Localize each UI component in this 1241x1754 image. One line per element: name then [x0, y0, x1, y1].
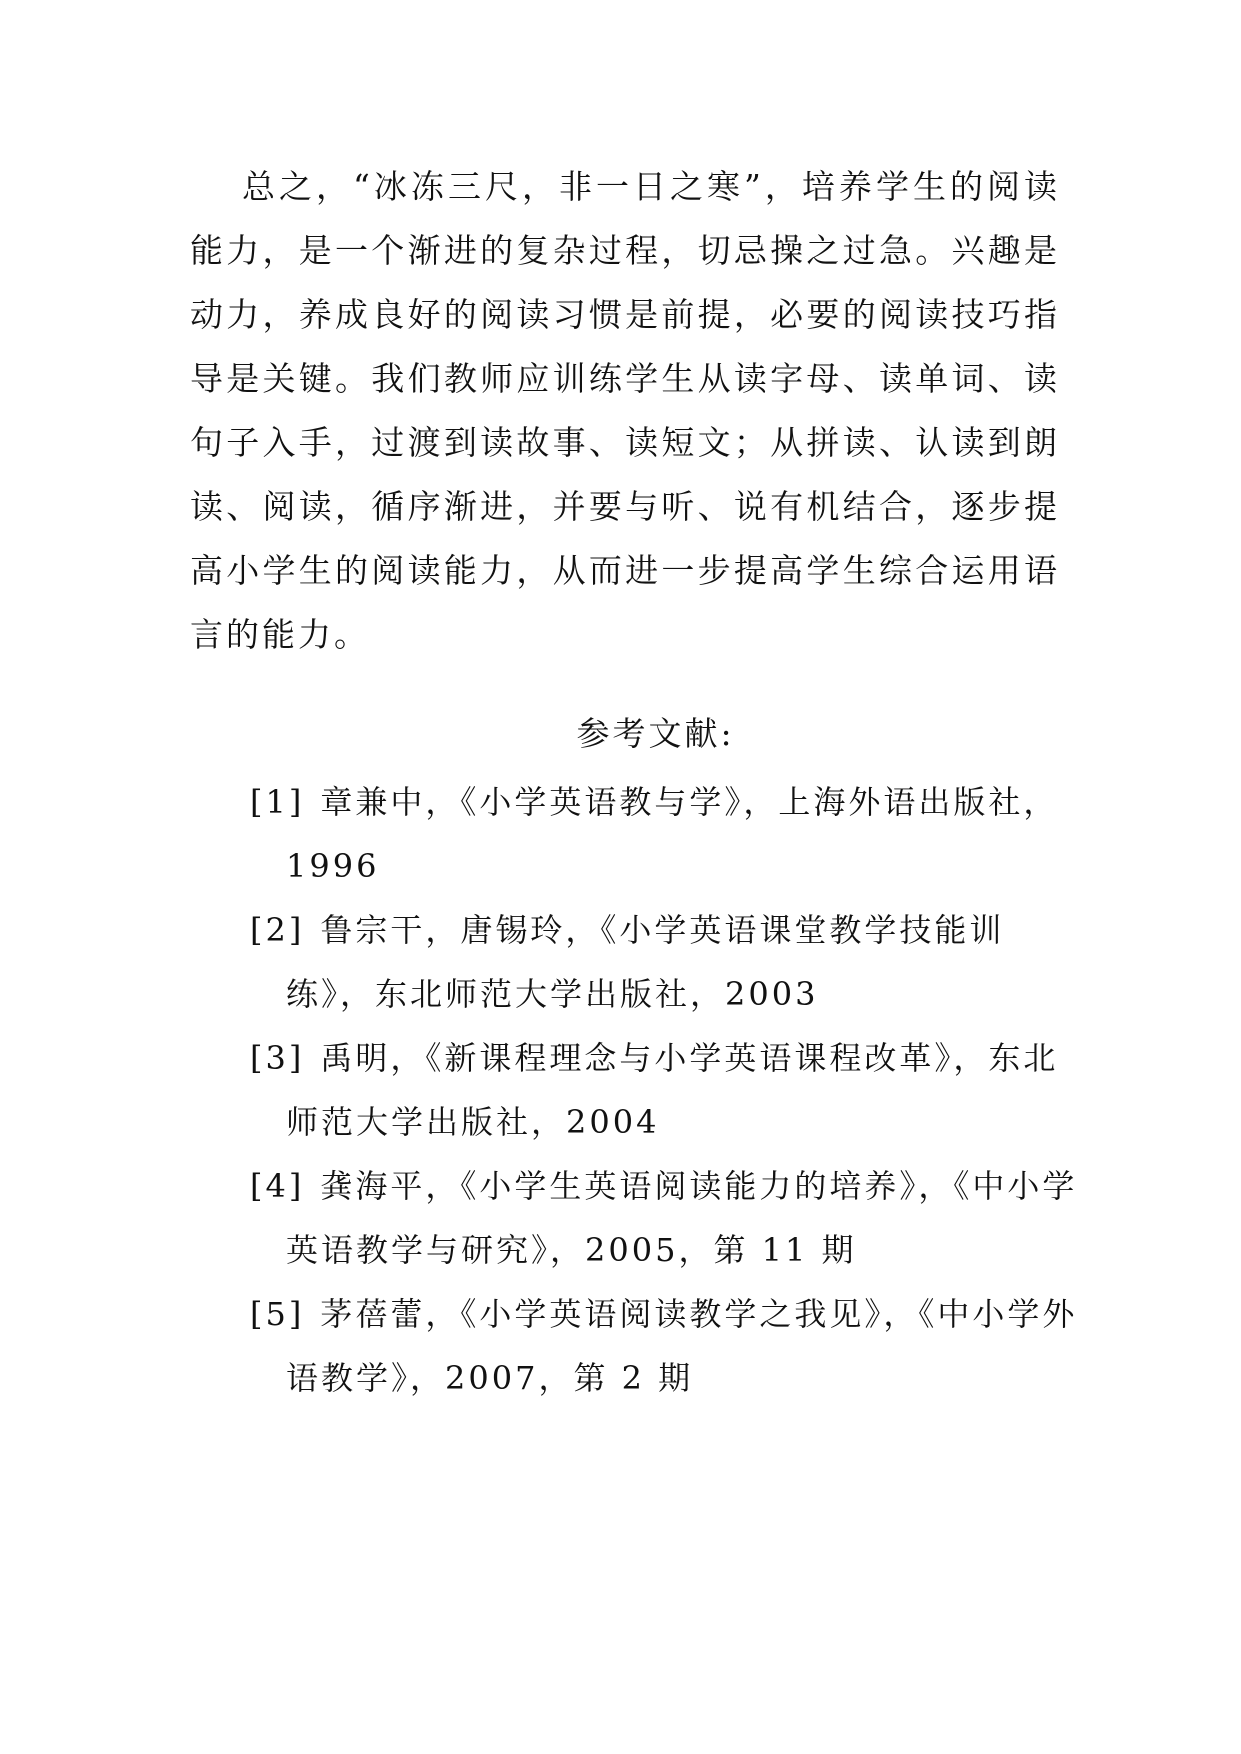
reference-number: [4]: [250, 1167, 305, 1205]
reference-item-3: [250, 1026, 1090, 1154]
reference-text: 禹明，《新课程理念与小学英语课程改革》，东北师范大学出版社，2004: [286, 1039, 1059, 1141]
reference-text: 龚海平，《小学生英语阅读能力的培养》，《中小学英语教学与研究》，2005，第 11 期: [286, 1167, 1078, 1269]
reference-item-4: [250, 1154, 1090, 1282]
reference-item-1: [250, 770, 1090, 898]
reference-text: 鲁宗干，唐锡玲，《小学英语课堂教学技能训练》，东北师范大学出版社，2003: [286, 911, 1005, 1013]
reference-item-2: [250, 898, 1090, 1026]
reference-item-5: [250, 1282, 1090, 1410]
reference-list: [250, 770, 1090, 1410]
references-heading: 参考文献:: [576, 714, 735, 753]
reference-number: [2]: [250, 911, 305, 949]
conclusion-paragraph: 总之，“冰冻三尺，非一日之寒”，培养学生的阅读能力，是一个渐进的复杂过程，切忌操之过急。兴趣是动力，养成良好的阅读习惯是前提，必要的阅读技巧指导是关键。我们教师应训练学生从读字母、读单词、读句子入手，过渡到读故事、读短文；从拼读、认读到朗读、阅读，循序渐进，并要与听、说有机结合，逐步提高小学生的阅读能力，从而进一步提高学生综合运用语言的能力。: [190, 167, 1060, 654]
reference-text: 章兼中，《小学英语教与学》，上海外语出版社，1996: [286, 783, 1059, 885]
reference-text: 茅蓓蕾，《小学英语阅读教学之我见》，《中小学外语教学》，2007，第 2 期: [286, 1295, 1078, 1397]
reference-number: [3]: [250, 1039, 305, 1077]
reference-number: [5]: [250, 1295, 305, 1333]
reference-number: [1]: [250, 783, 305, 821]
